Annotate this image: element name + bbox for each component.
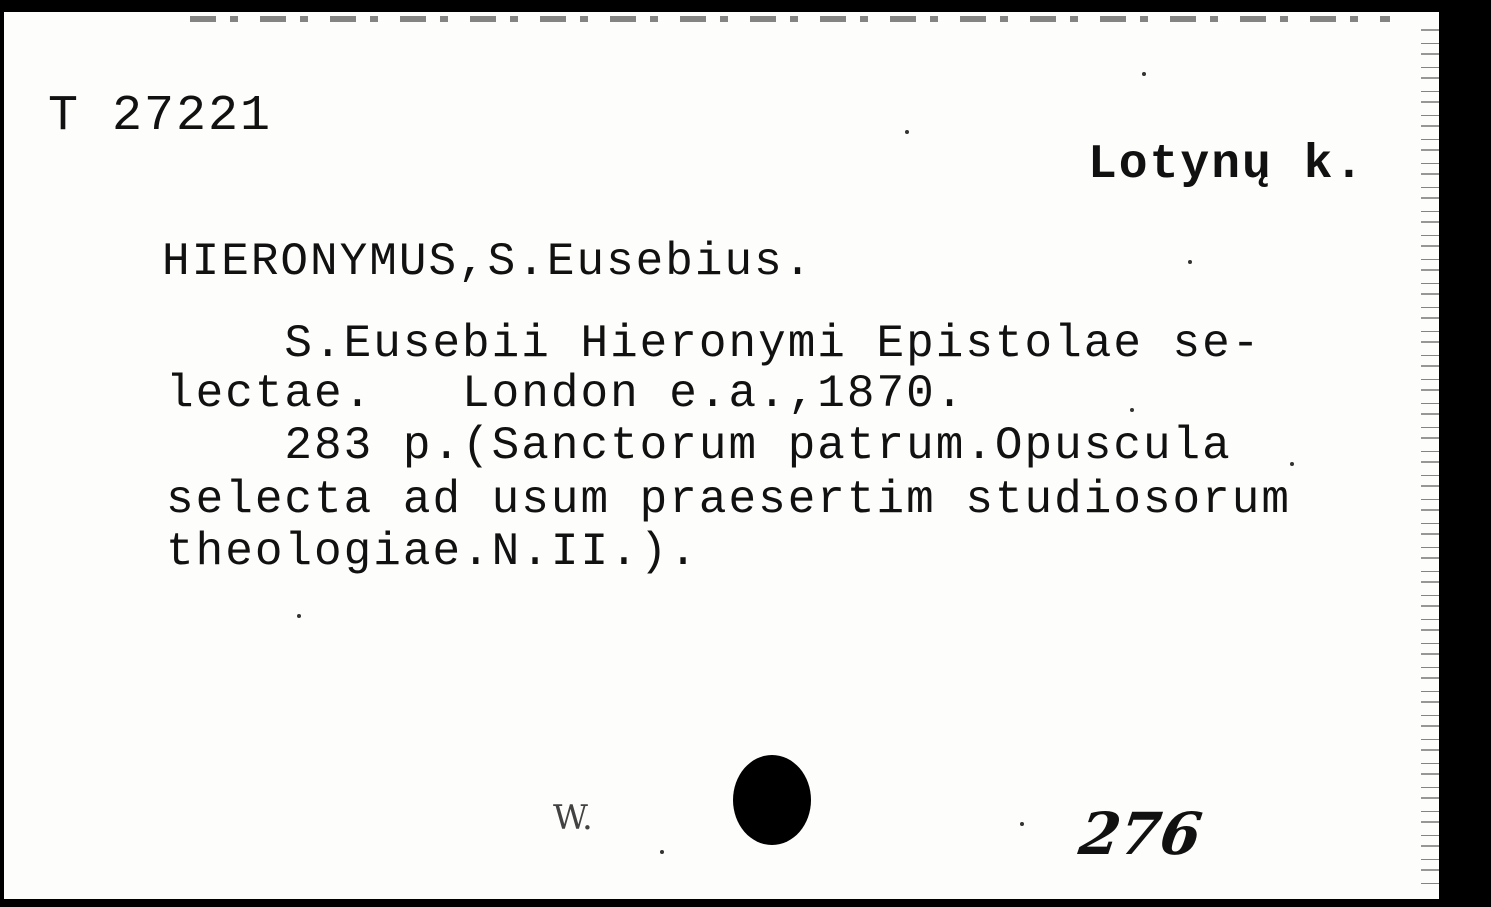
card-left-edge: [0, 0, 4, 907]
body-line-pagination: 283 p.(Sanctorum patrum.Opuscula: [166, 420, 1232, 472]
punch-hole: [733, 755, 811, 845]
speck: [1188, 260, 1192, 264]
handwritten-number: 276: [1075, 800, 1206, 868]
body-line-series: selecta ad usum praesertim studiosorum: [166, 474, 1291, 526]
card-top-dash-line: [190, 16, 1390, 22]
body-line-imprint: lectae. London e.a.,1870.: [166, 368, 966, 420]
speck: [1020, 822, 1024, 826]
call-number: T 27221: [48, 88, 273, 145]
card-bottom-edge: [0, 899, 1491, 907]
speck: [1130, 408, 1134, 412]
speck: [660, 850, 664, 854]
body-line-series-end: theologiae.N.II.).: [166, 526, 699, 578]
card-top-edge: [0, 0, 1491, 12]
body-line-title: S.Eusebii Hieronymi Epistolae se-: [166, 318, 1262, 370]
author-heading: HIERONYMUS,S.Eusebius.: [162, 236, 814, 288]
speck: [1142, 72, 1146, 76]
card-right-shadow: [1421, 20, 1439, 890]
card-right-edge: [1439, 0, 1491, 907]
speck: [297, 614, 301, 618]
language-label: Lotynų k.: [1088, 138, 1366, 192]
stamp-mark: W.: [553, 798, 593, 838]
speck: [1290, 462, 1294, 466]
speck: [905, 130, 909, 134]
